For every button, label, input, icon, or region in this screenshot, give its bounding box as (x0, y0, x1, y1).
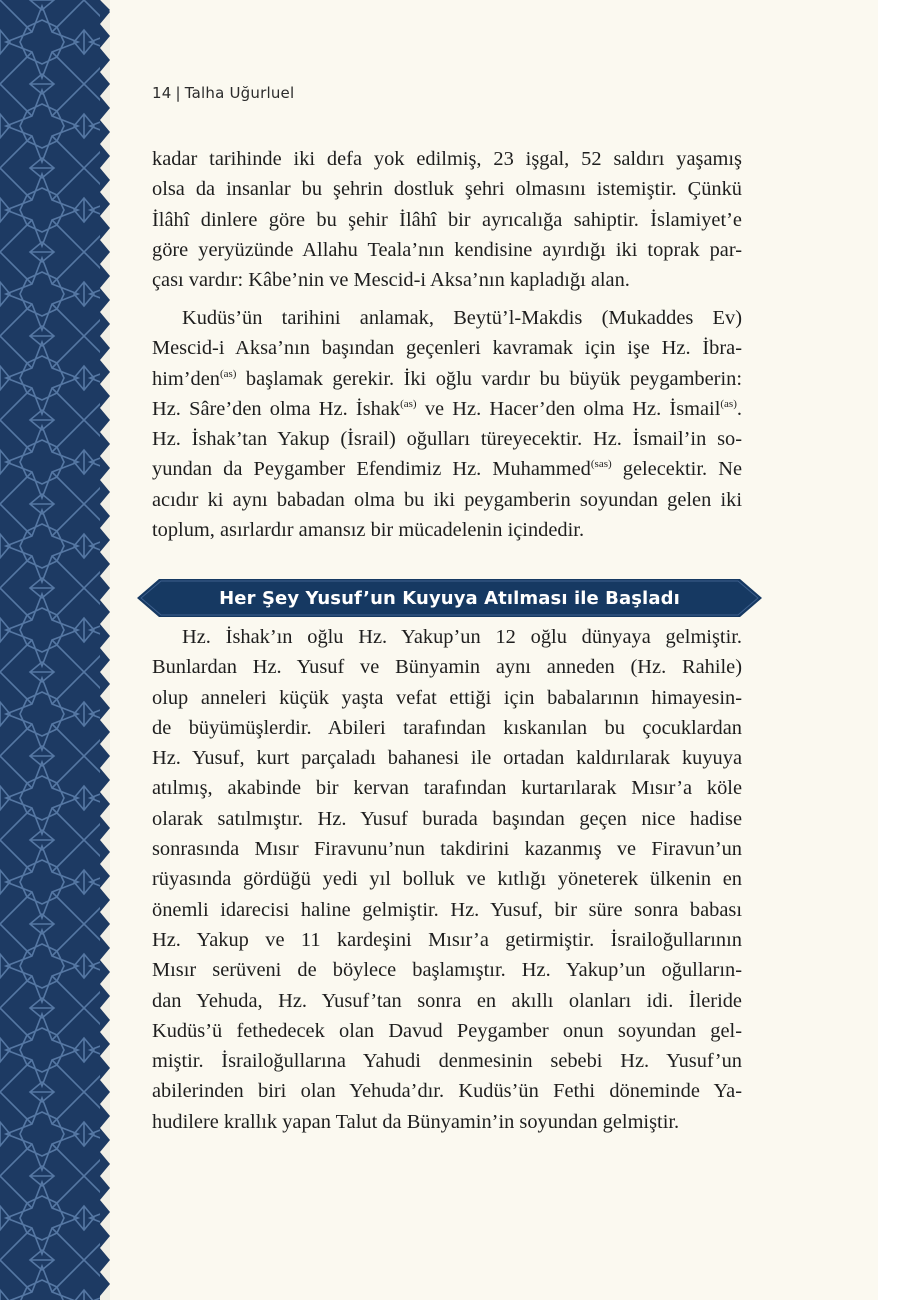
section-title: Her Şey Yusuf’un Kuyuya Atılması ile Başladı (219, 587, 680, 609)
text-line: dan Yehuda, Hz. Yusuf’tan sonra en akıllı olanları idi. İleride (152, 989, 742, 1012)
section-heading-banner (137, 579, 762, 617)
text-line: önemli idarecisi haline gelmiştir. Hz. Yusuf, bir süre sonra babası (152, 898, 742, 921)
text-line: Kudüs’ün tarihini anlamak, Beytü’l-Makdis (Mukaddes Ev) (182, 307, 742, 329)
paragraph-intro (152, 144, 742, 295)
text-line: Mısır serüveni de böylece başlamıştır. Hz. Yakup’un oğulların- (152, 959, 742, 982)
text-line: göre yeryüzünde Allahu Teala’nın kendisine ayırdığı iki toprak par- (152, 238, 742, 261)
text-line: hudilere krallık yapan Talut da Bünyamin’in soyundan gelmiştir. (152, 1110, 680, 1133)
text-line: miştir. İsrailoğullarına Yahudi denmesinin sebebi Hz. Yusuf’un (152, 1050, 742, 1073)
honorific-superscript: (as) (400, 398, 417, 411)
text-fragment: him’den (152, 367, 220, 390)
text-line: Mescid-i Aksa’nın başından geçenleri kavramak için işe Hz. İbra- (152, 337, 742, 360)
text-line: Hz. Yusuf, kurt parçaladı bahanesi ile ortadan kaldırılarak kuyuya (152, 747, 742, 770)
text-line: İlâhî dinlere göre bu şehir İlâhî bir ayrıcalığa sahiptir. İslamiyet’e (152, 208, 742, 231)
text-line: Bunlardan Hz. Yusuf ve Bünyamin aynı anneden (Hz. Rahile) (152, 656, 742, 679)
page-number: 14 (152, 84, 172, 102)
text-line (152, 364, 742, 394)
text-line (152, 394, 742, 424)
geometric-pattern-border (0, 0, 110, 1300)
text-line: olsa da insanlar bu şehrin dostluk şehri olmasını istemiştir. Çünkü (152, 178, 742, 201)
text-line: Hz. Yakup ve 11 kardeşini Mısır’a getirmiştir. İsrailoğullarının (152, 928, 742, 951)
author-name: Talha Uğurluel (184, 84, 295, 102)
paragraph-history (152, 303, 742, 545)
text-line: abilerinden biri olan Yehuda’dır. Kudüs’ün Fethi döneminde Ya- (152, 1080, 742, 1103)
text-line: toplum, asırlardır amansız bir mücadelenin içindedir. (152, 519, 585, 542)
honorific-superscript: (as) (720, 398, 737, 411)
text-line: sonrasında Mısır Firavunu’nun takdirini kazanmış ve Firavun’un (152, 838, 742, 861)
text-line: Hz. İshak’tan Yakup (İsrail) oğulları türeyecektir. Hz. İsmail’in so- (152, 428, 742, 451)
text-fragment: başlamak gerekir. İki oğlu vardır bu büyük peygamberin: (236, 367, 742, 390)
text-fragment: ve Hz. Hacer’den olma Hz. İsmail (416, 397, 721, 420)
header-separator: | (175, 84, 181, 102)
honorific-superscript: (sas) (590, 458, 612, 471)
text-line: rüyasında gördüğü yedi yıl bolluk ve kıtlığı yöneterek ülkenin en (152, 868, 742, 891)
text-fragment: . (736, 397, 742, 420)
paragraph-yusuf (152, 622, 742, 1137)
text-line (152, 454, 742, 484)
running-header (152, 84, 294, 102)
text-line: atılmış, akabinde bir kervan tarafından kurtarılarak Mısır’a köle (152, 777, 742, 800)
text-line: acıdır ki aynı babadan olma bu iki peygamberin soyundan gelen iki (152, 488, 742, 511)
text-line: olarak satılmıştır. Hz. Yusuf burada başından geçen nice hadise (152, 807, 742, 830)
text-fragment: yundan da Peygamber Efendimiz Hz. Muhammed (152, 458, 591, 481)
text-line: olup anneleri küçük yaşta vefat ettiği için babalarının himayesin- (152, 686, 742, 709)
text-line: de büyümüşlerdir. Abileri tarafından kıskanılan bu çocuklardan (152, 716, 742, 739)
text-line: çası vardır: Kâbe’nin ve Mescid-i Aksa’nın kapladığı alan. (152, 269, 630, 292)
honorific-superscript: (as) (219, 367, 237, 380)
text-line: Kudüs’ü fethedecek olan Davud Peygamber onun soyundan gel- (152, 1019, 742, 1042)
text-fragment: Hz. Sâre’den olma Hz. İshak (152, 397, 401, 420)
text-line: Hz. İshak’ın oğlu Hz. Yakup’un 12 oğlu dünyaya gelmiştir. (182, 626, 742, 648)
text-fragment: gelecektir. Ne (611, 458, 742, 481)
text-line: kadar tarihinde iki defa yok edilmiş, 23 işgal, 52 saldırı yaşamış (152, 148, 742, 170)
